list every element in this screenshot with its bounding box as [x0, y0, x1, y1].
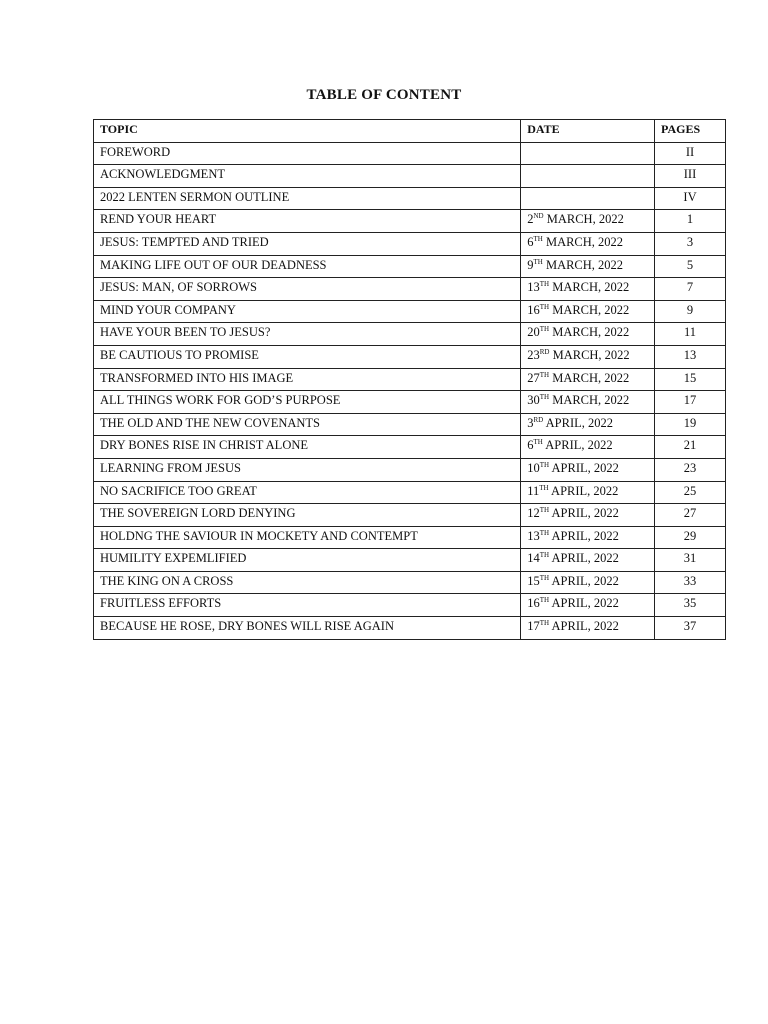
- pages-cell: 11: [655, 323, 726, 346]
- pages-cell: 37: [655, 617, 726, 640]
- date-ordinal-suffix: TH: [533, 438, 543, 447]
- date-cell: [521, 458, 655, 481]
- date-month-year: MARCH, 2022: [549, 347, 630, 362]
- topic-cell: THE SOVEREIGN LORD DENYING: [94, 504, 521, 527]
- date-ordinal-suffix: TH: [539, 551, 550, 560]
- topic-cell: BECAUSE HE ROSE, DRY BONES WILL RISE AGAIN: [94, 617, 521, 640]
- table-row: [94, 391, 726, 414]
- topic-cell: BE CAUTIOUS TO PROMISE: [94, 345, 521, 368]
- date-month-year: APRIL, 2022: [542, 438, 613, 453]
- date-month-year: APRIL, 2022: [548, 483, 619, 498]
- pages-cell: 25: [655, 481, 726, 504]
- column-header-topic: TOPIC: [94, 120, 521, 143]
- date-month-year: APRIL, 2022: [549, 506, 619, 521]
- topic-cell: MIND YOUR COMPANY: [94, 300, 521, 323]
- topic-cell: 2022 LENTEN SERMON OUTLINE: [94, 187, 521, 210]
- pages-cell: IV: [655, 187, 726, 210]
- date-cell: [521, 413, 655, 436]
- date-day: 13: [527, 528, 540, 543]
- pages-cell: 15: [655, 368, 726, 391]
- date-day: 27: [527, 370, 540, 385]
- topic-cell: ALL THINGS WORK FOR GOD’S PURPOSE: [94, 391, 521, 414]
- table-row: [94, 504, 726, 527]
- table-row: [94, 526, 726, 549]
- date-cell: [521, 504, 655, 527]
- date-cell: [521, 323, 655, 346]
- date-cell: [521, 142, 655, 165]
- date-day: 20: [527, 325, 540, 340]
- table-row: [94, 617, 726, 640]
- date-month-year: MARCH, 2022: [549, 302, 630, 317]
- topic-cell: FOREWORD: [94, 142, 521, 165]
- date-day: 2: [527, 212, 534, 227]
- table-row: [94, 142, 726, 165]
- date-day: 3: [527, 415, 534, 430]
- pages-cell: 23: [655, 458, 726, 481]
- date-day: 9: [527, 257, 534, 272]
- date-ordinal-suffix: TH: [539, 302, 550, 311]
- date-day: 6: [527, 438, 534, 453]
- pages-cell: 17: [655, 391, 726, 414]
- date-cell: [521, 571, 655, 594]
- date-month-year: APRIL, 2022: [549, 573, 619, 588]
- date-month-year: MARCH, 2022: [549, 393, 630, 408]
- date-cell: [521, 368, 655, 391]
- table-row: [94, 436, 726, 459]
- table-body: [94, 142, 726, 639]
- date-day: 15: [527, 573, 540, 588]
- date-ordinal-suffix: TH: [539, 370, 550, 379]
- date-ordinal-suffix: TH: [539, 460, 550, 469]
- table-row: [94, 413, 726, 436]
- pages-cell: 29: [655, 526, 726, 549]
- topic-cell: HAVE YOUR BEEN TO JESUS?: [94, 323, 521, 346]
- topic-cell: FRUITLESS EFFORTS: [94, 594, 521, 617]
- table-row: [94, 594, 726, 617]
- date-ordinal-suffix: TH: [533, 234, 543, 243]
- date-day: 6: [527, 234, 534, 249]
- topic-cell: JESUS: TEMPTED AND TRIED: [94, 232, 521, 255]
- date-cell: [521, 345, 655, 368]
- table-row: [94, 345, 726, 368]
- date-month-year: MARCH, 2022: [549, 280, 630, 295]
- date-ordinal-suffix: TH: [539, 528, 550, 537]
- date-day: 16: [527, 302, 540, 317]
- pages-cell: 27: [655, 504, 726, 527]
- topic-cell: JESUS: MAN, OF SORROWS: [94, 278, 521, 301]
- date-cell: [521, 436, 655, 459]
- date-ordinal-suffix: TH: [533, 257, 543, 266]
- date-month-year: APRIL, 2022: [549, 596, 619, 611]
- date-cell: [521, 210, 655, 233]
- date-month-year: MARCH, 2022: [542, 257, 624, 272]
- table-row: [94, 300, 726, 323]
- topic-cell: HOLDNG THE SAVIOUR IN MOCKETY AND CONTEMPT: [94, 526, 521, 549]
- date-day: 30: [527, 393, 540, 408]
- pages-cell: 31: [655, 549, 726, 572]
- date-cell: [521, 278, 655, 301]
- date-month-year: MARCH, 2022: [543, 212, 624, 227]
- date-ordinal-suffix: TH: [539, 506, 550, 515]
- date-day: 14: [527, 551, 540, 566]
- date-ordinal-suffix: TH: [539, 596, 550, 605]
- date-day: 11: [527, 483, 540, 498]
- table-row: [94, 458, 726, 481]
- table-row: [94, 232, 726, 255]
- date-ordinal-suffix: TH: [539, 483, 549, 492]
- date-cell: [521, 255, 655, 278]
- date-cell: [521, 549, 655, 572]
- table-header-row: [94, 120, 726, 143]
- pages-cell: 35: [655, 594, 726, 617]
- page-title: TABLE OF CONTENT: [306, 87, 462, 103]
- pages-cell: II: [655, 142, 726, 165]
- topic-cell: DRY BONES RISE IN CHRIST ALONE: [94, 436, 521, 459]
- date-ordinal-suffix: TH: [539, 573, 550, 582]
- date-ordinal-suffix: TH: [539, 325, 550, 334]
- date-month-year: APRIL, 2022: [549, 551, 619, 566]
- table-row: [94, 165, 726, 188]
- date-month-year: MARCH, 2022: [549, 325, 630, 340]
- date-cell: [521, 391, 655, 414]
- table-row: [94, 368, 726, 391]
- date-cell: [521, 165, 655, 188]
- pages-cell: 7: [655, 278, 726, 301]
- pages-cell: 1: [655, 210, 726, 233]
- date-cell: [521, 526, 655, 549]
- date-month-year: APRIL, 2022: [549, 619, 619, 634]
- date-month-year: MARCH, 2022: [542, 234, 624, 249]
- pages-cell: 3: [655, 232, 726, 255]
- table-row: [94, 323, 726, 346]
- pages-cell: 9: [655, 300, 726, 323]
- date-month-year: APRIL, 2022: [549, 528, 619, 543]
- pages-cell: 33: [655, 571, 726, 594]
- date-day: 13: [527, 280, 540, 295]
- table-row: [94, 549, 726, 572]
- table-row: [94, 210, 726, 233]
- date-cell: [521, 232, 655, 255]
- topic-cell: LEARNING FROM JESUS: [94, 458, 521, 481]
- topic-cell: THE KING ON A CROSS: [94, 571, 521, 594]
- pages-cell: 5: [655, 255, 726, 278]
- table-row: [94, 255, 726, 278]
- date-month-year: MARCH, 2022: [549, 370, 630, 385]
- date-ordinal-suffix: RD: [533, 415, 544, 424]
- date-cell: [521, 300, 655, 323]
- date-day: 10: [527, 460, 540, 475]
- topic-cell: TRANSFORMED INTO HIS IMAGE: [94, 368, 521, 391]
- table-row: [94, 481, 726, 504]
- pages-cell: 19: [655, 413, 726, 436]
- topic-cell: MAKING LIFE OUT OF OUR DEADNESS: [94, 255, 521, 278]
- date-cell: [521, 187, 655, 210]
- date-day: 16: [527, 596, 540, 611]
- table-of-content: [93, 119, 726, 640]
- column-header-date: DATE: [521, 120, 655, 143]
- date-day: 12: [527, 506, 540, 521]
- topic-cell: ACKNOWLEDGMENT: [94, 165, 521, 188]
- date-cell: [521, 481, 655, 504]
- date-ordinal-suffix: RD: [539, 347, 550, 356]
- date-ordinal-suffix: ND: [533, 212, 544, 221]
- pages-cell: 13: [655, 345, 726, 368]
- topic-cell: THE OLD AND THE NEW COVENANTS: [94, 413, 521, 436]
- topic-cell: HUMILITY EXPEMLIFIED: [94, 549, 521, 572]
- column-header-pages: PAGES: [655, 120, 726, 143]
- topic-cell: REND YOUR HEART: [94, 210, 521, 233]
- topic-cell: NO SACRIFICE TOO GREAT: [94, 481, 521, 504]
- table-row: [94, 278, 726, 301]
- date-cell: [521, 594, 655, 617]
- date-day: 23: [527, 347, 540, 362]
- date-ordinal-suffix: TH: [539, 280, 550, 289]
- date-month-year: APRIL, 2022: [543, 415, 614, 430]
- pages-cell: 21: [655, 436, 726, 459]
- date-month-year: APRIL, 2022: [549, 460, 619, 475]
- date-ordinal-suffix: TH: [539, 393, 550, 402]
- date-cell: [521, 617, 655, 640]
- pages-cell: III: [655, 165, 726, 188]
- date-day: 17: [527, 619, 540, 634]
- table-row: [94, 187, 726, 210]
- date-ordinal-suffix: TH: [539, 619, 550, 628]
- table-row: [94, 571, 726, 594]
